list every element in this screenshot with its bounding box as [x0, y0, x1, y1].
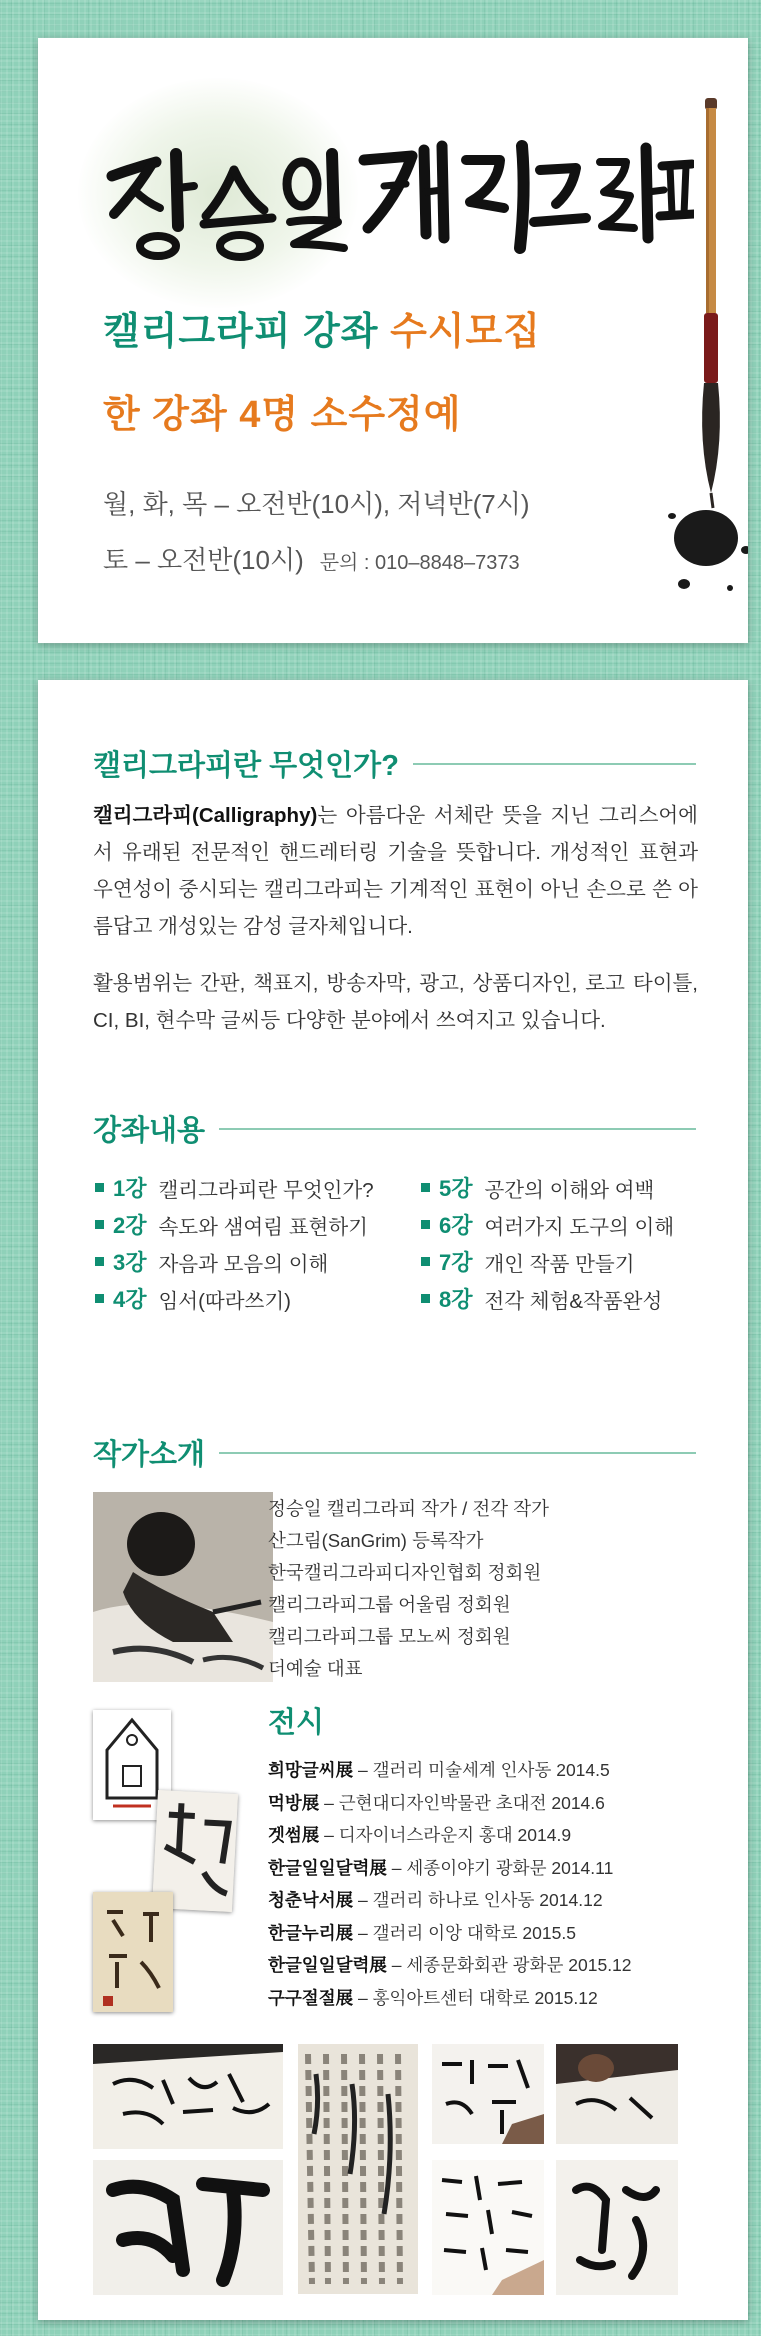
- lesson-topic: 개인 작품 만들기: [484, 1252, 635, 1276]
- artist-photo: [93, 1492, 273, 1682]
- bio-item: 산그림(SanGrim) 등록작가: [268, 1530, 484, 1551]
- calligraphy-brush-illustration: [658, 98, 748, 618]
- lesson-topic: 임서(따라쓰기): [158, 1289, 291, 1313]
- about-title: 캘리그라피란 무엇인가?: [93, 750, 399, 782]
- recruit-headline: [103, 300, 541, 355]
- gallery-photo: [556, 2044, 678, 2144]
- exhibition-detail: – 갤러리 하나로 인사동 2014.12: [353, 1890, 603, 1910]
- about-paragraph-1: [93, 797, 698, 945]
- exhibition-item: [268, 1884, 632, 1917]
- lesson-item: [95, 1243, 374, 1280]
- exhibition-item: [268, 1917, 632, 1950]
- exhibition-title: 전시: [268, 1707, 325, 1739]
- lesson-item: [421, 1206, 674, 1243]
- lesson-number: 4강: [113, 1287, 147, 1312]
- lesson-number: 5강: [439, 1176, 473, 1201]
- lesson-number: 2강: [113, 1213, 147, 1238]
- about-paragraph-2: 활용범위는 간판, 책표지, 방송자막, 광고, 상품디자인, 로고 타이틀, CI, BI, 현수막 글씨등 다양한 분야에서 쓰여지고 있습니다.: [93, 972, 698, 1032]
- details-panel: [38, 680, 748, 2320]
- bullet-square-icon: [421, 1183, 430, 1192]
- exhibition-name: 청춘낙서展: [268, 1890, 354, 1910]
- curriculum-title: 강좌내용: [93, 1115, 206, 1147]
- lesson-topic: 공간의 이해와 여백: [484, 1178, 655, 1202]
- schedule-weekday: 월, 화, 목 – 오전반(10시), 저녁반(7시): [103, 489, 530, 519]
- exhibition-name: 한글일일달력展: [268, 1857, 387, 1878]
- artist-bio-list: [268, 1493, 549, 1685]
- exhibition-detail: – 갤러리 이앙 대학로 2015.5: [353, 1922, 576, 1943]
- bullet-square-icon: [421, 1294, 430, 1303]
- exhibition-detail: – 디자이너스라운지 홍대 2014.9: [319, 1825, 572, 1845]
- brand-logo: [94, 98, 694, 268]
- exhibition-item: [268, 1819, 632, 1852]
- about-paragraph-1-text: 는 아름다운 서체란 뜻을 지닌 그리스어에서 유래된 전문적인 핸드레터링 기술을 뜻합니다. 개성적인 표현과 우연성이 중시되는 캘리그라피는 기계적인 표현이 아닌 손으로 쓴 아름답고 개성있는 감성 글자체입니다.: [93, 804, 698, 938]
- lesson-list-left: [95, 1169, 374, 1317]
- heading-divider: [413, 763, 696, 765]
- lesson-number: 3강: [113, 1250, 147, 1275]
- exhibition-name: 먹방展: [268, 1792, 320, 1813]
- exhibition-list: [268, 1754, 632, 2014]
- bullet-square-icon: [95, 1183, 104, 1192]
- lesson-topic: 캘리그라피란 무엇인가?: [158, 1178, 374, 1202]
- lesson-number: 6강: [439, 1213, 473, 1238]
- schedule-saturday-row: [103, 540, 520, 577]
- gallery-photo: [432, 2160, 544, 2295]
- bullet-square-icon: [421, 1257, 430, 1266]
- exhibition-item: [268, 1982, 632, 2015]
- bullet-square-icon: [95, 1294, 104, 1303]
- lesson-number: 8강: [439, 1287, 473, 1312]
- bio-item: 한국캘리그라피디자인협회 정회원: [268, 1562, 542, 1583]
- bio-item: 캘리그라피그룹 어울림 정회원: [268, 1594, 511, 1615]
- recruit-status: 수시모집: [390, 311, 541, 353]
- exhibition-name: 겟썸展: [268, 1825, 320, 1845]
- course-title: 캘리그라피 강좌: [103, 311, 379, 353]
- heading-divider: [219, 1128, 696, 1130]
- exhibition-detail: – 갤러리 미술세계 인사동 2014.5: [353, 1760, 610, 1780]
- contact-info: 문의 : 010–8848–7373: [319, 552, 520, 574]
- exhibition-detail: – 근현대디자인박물관 초대전 2014.6: [319, 1792, 605, 1813]
- exhibition-name: 한글누리展: [268, 1922, 354, 1943]
- lesson-topic: 전각 체험&작품완성: [484, 1289, 663, 1313]
- lesson-topic: 여러가지 도구의 이해: [484, 1215, 675, 1239]
- bullet-square-icon: [95, 1257, 104, 1266]
- exhibition-name: 한글일일달력展: [268, 1955, 387, 1975]
- exhibition-detail: – 세종이야기 광화문 2014.11: [386, 1857, 614, 1878]
- gallery-photo: [556, 2160, 678, 2295]
- intro-panel: [38, 38, 748, 643]
- class-size-headline: 한 강좌 4명 소수정예: [103, 394, 462, 436]
- lesson-item: [95, 1169, 374, 1206]
- lesson-item: [95, 1206, 374, 1243]
- exhibition-item: [268, 1852, 632, 1885]
- lesson-number: 7강: [439, 1250, 473, 1275]
- exhibition-detail: – 세종문화회관 광화문 2015.12: [386, 1955, 632, 1975]
- lesson-item: [95, 1280, 374, 1317]
- gallery-photo: [432, 2044, 544, 2144]
- bio-item: 더예술 대표: [268, 1658, 363, 1679]
- exhibition-name: 구구절절展: [268, 1987, 354, 2008]
- about-section-heading: [93, 743, 696, 784]
- gallery-photo: [298, 2044, 418, 2294]
- lesson-list-right: [421, 1169, 674, 1317]
- bio-item: 캘리그라피그룹 모노씨 정회원: [268, 1626, 511, 1647]
- lesson-item: [421, 1243, 674, 1280]
- lesson-item: [421, 1280, 674, 1317]
- lesson-topic: 속도와 샘여림 표현하기: [158, 1215, 368, 1239]
- schedule-saturday: 토 – 오전반(10시): [103, 545, 304, 575]
- heading-divider: [219, 1452, 696, 1454]
- exhibition-name: 희망글씨展: [268, 1760, 354, 1780]
- calligraphy-term: 캘리그라피(Calligraphy): [93, 804, 318, 827]
- gallery-photo: [93, 2160, 283, 2295]
- gallery-photo: [93, 2044, 283, 2149]
- artist-title: 작가소개: [93, 1439, 206, 1471]
- lesson-number: 1강: [113, 1176, 147, 1201]
- exhibition-item: [268, 1949, 632, 1982]
- bullet-square-icon: [95, 1220, 104, 1229]
- artwork-thumbnail: [93, 1892, 173, 2012]
- exhibition-item: [268, 1754, 632, 1787]
- artist-section-heading: [93, 1432, 696, 1473]
- curriculum-section-heading: [93, 1108, 696, 1149]
- bullet-square-icon: [421, 1220, 430, 1229]
- exhibition-item: [268, 1787, 632, 1820]
- exhibition-detail: – 홍익아트센터 대학로 2015.12: [353, 1987, 598, 2008]
- lesson-topic: 자음과 모음의 이해: [158, 1252, 329, 1276]
- lesson-item: [421, 1169, 674, 1206]
- bio-item: 정승일 캘리그라피 작가 / 전각 작가: [268, 1498, 550, 1519]
